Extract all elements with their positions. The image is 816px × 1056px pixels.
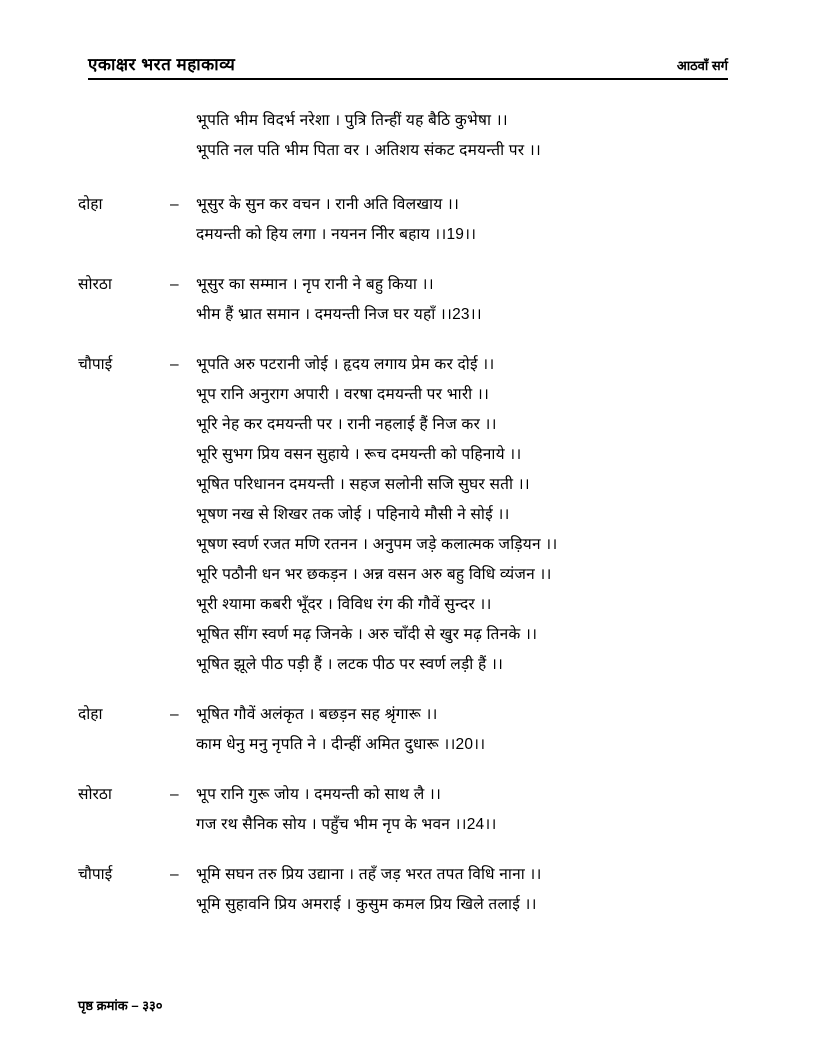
- stanza-lines: [196, 190, 746, 250]
- verse-line: भूषित गौवें अलंकृत । बछड़न सह श्रृंगारू ।।: [196, 706, 438, 723]
- stanza-label: सोरठा: [78, 276, 112, 293]
- stanza-dash: –: [170, 706, 179, 723]
- verse-line: भूरि सुभग प्रिय वसन सुहाये । रूच दमयन्ती को पहिनाये ।।: [196, 446, 522, 463]
- stanza-doha-19: [78, 190, 746, 250]
- stanza-doha-20: [78, 700, 746, 760]
- stanza-lines: [196, 700, 746, 760]
- verse-line: भूषित झूले पीठ पड़ी हैं । लटक पीठ पर स्वर्ण लड़ी हैं ।।: [196, 656, 504, 673]
- stanza-chaupai-main: [78, 350, 746, 680]
- stanza-dash: –: [170, 786, 179, 803]
- stanza-dash: –: [170, 276, 179, 293]
- verse-line: भूप रानि गुरू जोय । दमयन्ती को साथ लै ।।: [196, 786, 442, 803]
- book-title: एकाक्षर भरत महाकाव्य: [88, 55, 236, 75]
- verse-line: भूसुर का सम्मान । नृप रानी ने बहु किया ।।: [196, 276, 434, 293]
- verse-line: गज रथ सैनिक सोय । पहुँच भीम नृप के भवन ।।24।।: [196, 816, 497, 833]
- verse-line: भूमि सुहावनि प्रिय अमराई । कुसुम कमल प्रिय खिले तलाई ।।: [196, 896, 537, 913]
- page-header: [88, 56, 728, 80]
- stanza-soratha-23: [78, 270, 746, 330]
- verse-line: भूसुर के सुन कर वचन । रानी अति विलखाय ।।: [196, 196, 460, 213]
- verse-line: भूप रानि अनुराग अपारी । वरषा दमयन्ती पर भारी ।।: [196, 386, 490, 403]
- page-number: पृष्ठ क्रमांक – ३३०: [78, 998, 163, 1013]
- verse-line: भूपति अरु पटरानी जोई । हृदय लगाय प्रेम कर दोई ।।: [196, 356, 495, 373]
- stanza-dash: –: [170, 196, 179, 213]
- stanza-soratha-24: [78, 780, 746, 840]
- stanza-dash: –: [170, 356, 179, 373]
- stanza-label: चौपाई: [78, 356, 113, 373]
- stanza-lines: [196, 860, 746, 920]
- verse-body: [78, 106, 746, 920]
- chapter-label: आठवाँ सर्ग: [676, 58, 728, 73]
- verse-line: काम धेनु मनु नृपति ने । दीन्हीं अमित दुधारू ।।20।।: [196, 736, 486, 753]
- verse-line: भूषित सींग स्वर्ण मढ़ जिनके । अरु चाँदी से खुर मढ़ तिनके ।।: [196, 626, 538, 643]
- stanza-lines: [196, 780, 746, 840]
- stanza-dash: –: [170, 866, 179, 883]
- stanza-label: दोहा: [78, 706, 103, 723]
- verse-line: भूमि सघन तरु प्रिय उद्याना । तहँ जड़ भरत तपत विधि नाना ।।: [196, 866, 542, 883]
- verse-line: भीम हैं भ्रात समान । दमयन्ती निज घर यहाँ ।।23।।: [196, 306, 482, 323]
- verse-line: दमयन्ती को हिय लगा । नयनन नीिर बहाय ।।19।।: [196, 226, 477, 243]
- stanza-lines: [196, 350, 746, 680]
- verse-line: भूरि नेह कर दमयन्ती पर । रानी नहलाई हैं निज कर ।।: [196, 416, 497, 433]
- verse-line: भूरी श्यामा कबरी भूँदर । विविध रंग की गौवें सुन्दर ।।: [196, 596, 492, 613]
- stanza-lines: [196, 270, 746, 330]
- verse-line: भूषण स्वर्ण रजत मणि रतनन । अनुपम जड़े कलात्मक जड़ियन ।।: [196, 536, 558, 553]
- verse-line: भूषित परिधानन दमयन्ती । सहज सलोनी सजि सुघर सती ।।: [196, 476, 530, 493]
- verse-line: भूपति भीम विदर्भ नरेशा । पुत्रि तिन्हीं यह बैठि कुभेषा ।।: [196, 112, 508, 129]
- stanza-label: चौपाई: [78, 866, 113, 883]
- stanza-label: दोहा: [78, 196, 103, 213]
- stanza-label: सोरठा: [78, 786, 112, 803]
- stanza-chaupai-end: [78, 860, 746, 920]
- verse-line: भूपति नल पति भीम पिता वर । अतिशय संकट दमयन्ती पर ।।: [196, 142, 541, 159]
- verse-line: भूरि पठौनी धन भर छकड़न । अन्न वसन अरु बहु विधि व्यंजन ।।: [196, 566, 552, 583]
- verse-line: भूषण नख से शिखर तक जोई । पहिनाये मौसी ने सोई ।।: [196, 506, 510, 523]
- opening-couplet: [196, 106, 746, 166]
